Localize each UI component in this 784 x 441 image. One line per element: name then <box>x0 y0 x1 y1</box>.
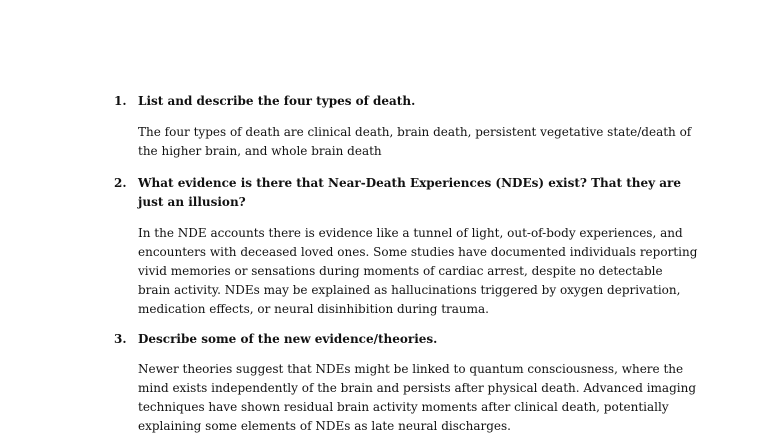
question-text: List and describe the four types of death. <box>138 94 416 108</box>
answer-1: The four types of death are clinical death, brain death, persistent vegetative state/death of the higher brain, and whole brain death <box>138 125 692 158</box>
question-number: 1. <box>114 94 127 108</box>
question-number: 2. <box>114 176 127 190</box>
question-text: What evidence is there that Near-Death Experiences (NDEs) exist? That they are just an illusion? <box>138 176 682 209</box>
answer-2: In the NDE accounts there is evidence like a tunnel of light, out-of-body experiences, and encounters with deceased loved ones. Some studies have documented individuals reporting vivid memories or sensations during moments of cardiac arrest, despite no detectable brain activity. NDEs may be explained as hallucinations triggered by oxygen deprivation, medication effects, or neural disinhibition during trauma. <box>138 226 698 316</box>
answer-3: Newer theories suggest that NDEs might be linked to quantum consciousness, where the mind exists independently of the brain and persists after physical death. Advanced imaging techniques have shown residual brain activity moments after clinical death, potentially explaining some elements of NDEs as late neural discharges. <box>138 362 697 433</box>
question-number: 3. <box>114 332 127 346</box>
question-text: Describe some of the new evidence/theories. <box>138 332 438 346</box>
